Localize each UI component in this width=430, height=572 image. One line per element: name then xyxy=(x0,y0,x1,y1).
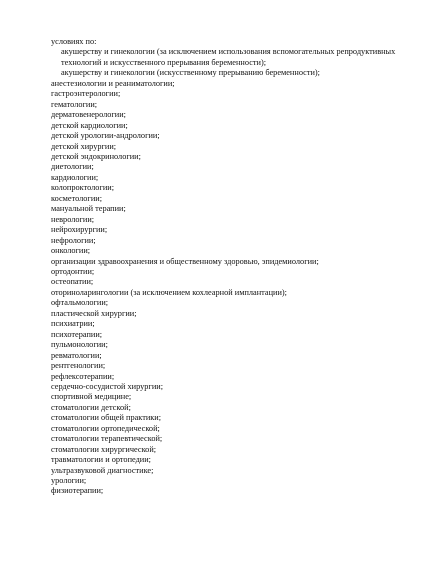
list-item: кардиологии; xyxy=(51,172,99,182)
list-item: акушерству и гинекологии (искусственному прерыванию беременности); xyxy=(61,68,320,78)
list-item: нефрологии; xyxy=(51,235,96,245)
list-item: спортивной медицине; xyxy=(51,392,132,402)
list-item: пластической хирургии; xyxy=(51,308,137,318)
list-item: остеопатии; xyxy=(51,277,94,287)
list-item: ортодонтии; xyxy=(51,266,95,276)
list-item: сердечно-сосудистой хирургии; xyxy=(51,381,163,391)
list-item: стоматологии общей практики; xyxy=(51,413,162,423)
list-item: детской кардиологии; xyxy=(51,120,128,130)
list-item: организации здравоохранения и общественному здоровью, эпидемиологии; xyxy=(51,256,319,266)
list-item: рефлексотерапии; xyxy=(51,371,115,381)
list-item: стоматологии детской; xyxy=(51,402,131,412)
list-item: онкологии; xyxy=(51,246,91,256)
list-item: гематологии; xyxy=(51,99,98,109)
list-item: урологии; xyxy=(51,476,87,486)
list-item: психиатрии; xyxy=(51,319,95,329)
list-item: физиотерапии; xyxy=(51,486,104,496)
list-item: стоматологии терапевтической; xyxy=(51,434,163,444)
list-item: неврологии; xyxy=(51,214,95,224)
list-item: дерматовенерологии; xyxy=(51,110,126,120)
list-item: оториноларингологии (за исключением кохлеарной имплантации); xyxy=(51,287,287,297)
list-item: колопроктологии; xyxy=(51,183,115,193)
list-item: детской хирургии; xyxy=(51,141,117,151)
list-item: психотерапии; xyxy=(51,329,103,339)
list-item: акушерству и гинекологии (за исключением использования вспомогательных репродуктивных технологий и искусственного прерывания беременности); xyxy=(61,47,396,67)
list-item: ультразвуковой диагностике; xyxy=(51,465,154,475)
list-item: детской урологии-андрологии; xyxy=(51,131,160,141)
list-item: гастроэнтерологии; xyxy=(51,89,121,99)
list-item: рентгенологии; xyxy=(51,361,106,371)
list-item: детской эндокринологии; xyxy=(51,151,141,161)
list-item: стоматологии ортопедической; xyxy=(51,423,160,433)
list-item: ревматологии; xyxy=(51,350,102,360)
list-item: пульмонологии; xyxy=(51,340,108,350)
list-item: мануальной терапии; xyxy=(51,204,126,214)
list-item: стоматологии хирургической; xyxy=(51,444,157,454)
list-item: нейрохирургии; xyxy=(51,225,108,235)
list-item: косметологии; xyxy=(51,193,103,203)
document-content xyxy=(51,37,401,497)
list-item: анестезиологии и реаниматологии; xyxy=(51,78,175,88)
list-item: офтальмологии; xyxy=(51,298,109,308)
list-item: травматологии и ортопедии; xyxy=(51,455,151,465)
list-item: диетологии; xyxy=(51,162,94,172)
intro-line: условиях по: xyxy=(51,37,97,46)
